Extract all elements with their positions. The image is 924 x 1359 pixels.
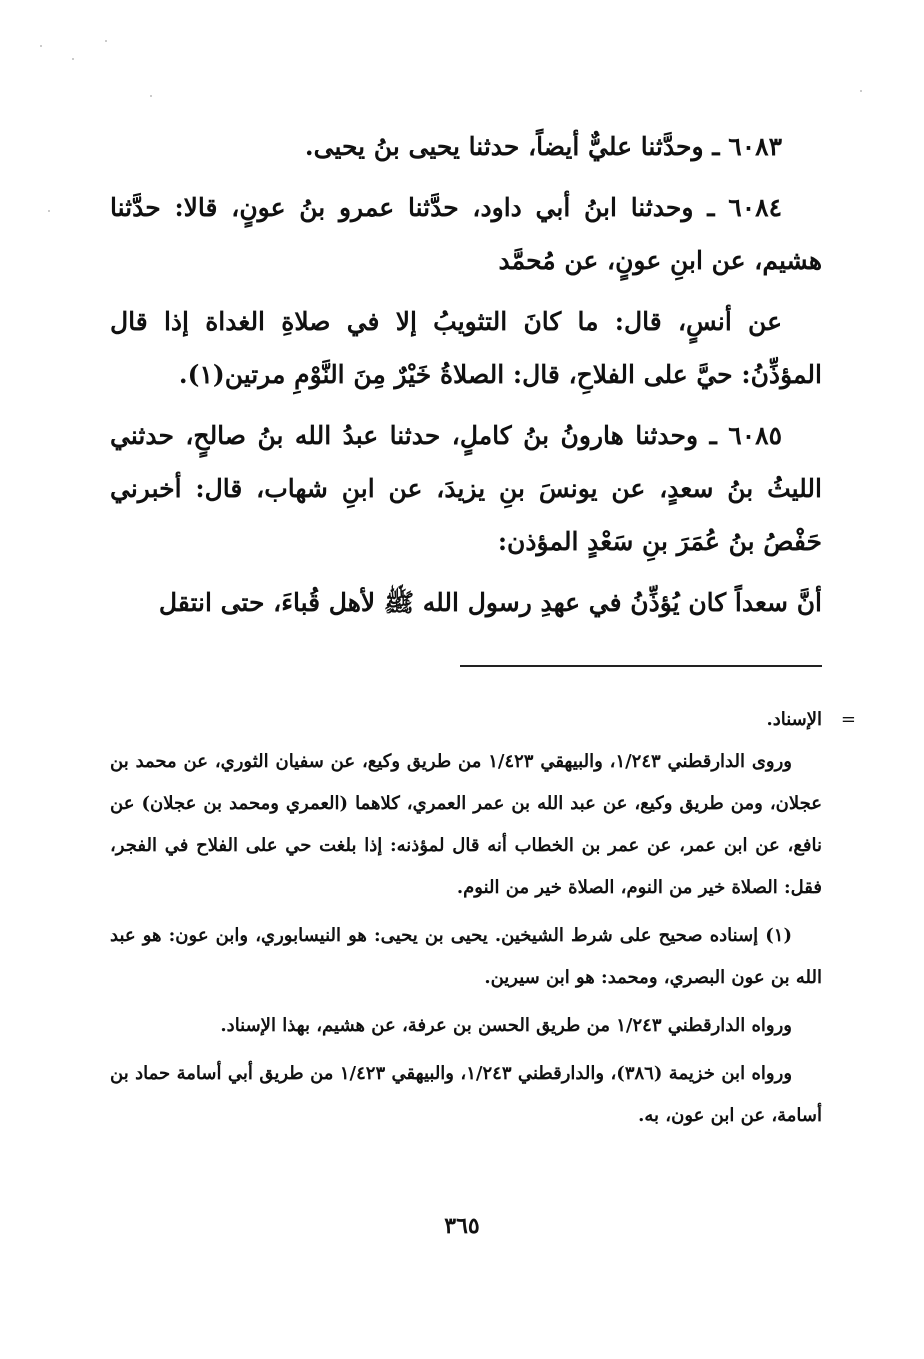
page-number: ٣٦٥ (444, 1213, 480, 1239)
footnote-paragraph: ورواه ابن خزيمة (٣٨٦)، والدارقطني ١/٢٤٣، والبيهقي ١/٤٢٣ من طريق أبي أسامة حماد بن أسامة، عن ابن عون، به. (110, 1063, 822, 1126)
footnote-paragraph: ورواه الدارقطني ١/٢٤٣ من طريق الحسن بن عرفة، عن هشيم، بهذا الإسناد. (220, 1015, 792, 1036)
hadith-6083: ٦٠٨٣ ـ وحدَّثنا عليٌّ أيضاً، حدثنا يحيى بنُ يحيى. (304, 132, 782, 161)
hadith-6084: ٦٠٨٤ ـ وحدثنا ابنُ أبي داود، حدَّثنا عمرو بنُ عونٍ، قالا: حدَّثنا هشيم، عن ابنِ عونٍ، عن مُحمَّد (110, 193, 822, 275)
main-text (110, 120, 822, 629)
footnote-continuation: الإسناد. (766, 709, 822, 730)
footnote-divider (460, 665, 822, 667)
footnotes (110, 699, 856, 1137)
footnote-paragraph: وروى الدارقطني ١/٢٤٣، والبيهقي ١/٤٢٣ من طريق وكيع، عن سفيان الثوري، عن محمد بن عجلان، ومن طريق وكيع، عن عبد الله بن عمر العمري، كلاهما (العمري ومحمد بن عجلان) عن نافع، عن ابن عمر، عن عمر بن الخطاب أنه قال لمؤذنه: إذا بلغت حي على الفلاح في الفجر، فقل: الصلاة خير من النوم، الصلاة خير من النوم. (110, 751, 822, 898)
footnote-1: (١) إسناده صحيح على شرط الشيخين. يحيى بن يحيى: هو النيسابوري، وابن عون: هو عبد الله بن عون البصري، ومحمد: هو ابن سيرين. (110, 925, 822, 988)
hadith-6085: ٦٠٨٥ ـ وحدثنا هارونُ بنُ كاملٍ، حدثنا عبدُ الله بنُ صالحٍ، حدثني الليثُ بنُ سعدٍ، عن يونسَ بنِ يزيدَ، عن ابنِ شهاب، قال: أخبرني حَفْصُ بنُ عُمَرَ بنِ سَعْدٍ المؤذن: (110, 421, 822, 556)
hadith-6085-matn: أنَّ سعداً كان يُؤذِّنُ في عهدِ رسول الله ﷺ لأهل قُباءَ، حتى انتقل (158, 588, 822, 617)
page-content (110, 120, 856, 1137)
continuation-marker: = (840, 709, 856, 730)
hadith-6084-matn: عن أنسٍ، قال: ما كانَ التثويبُ إلا في صلاةِ الغداة إذا قال المؤذِّنُ: حيَّ على الفلاحِ، قال: الصلاةُ خَيْرٌ مِنَ النَّوْمِ مرتين(١). (110, 307, 822, 389)
